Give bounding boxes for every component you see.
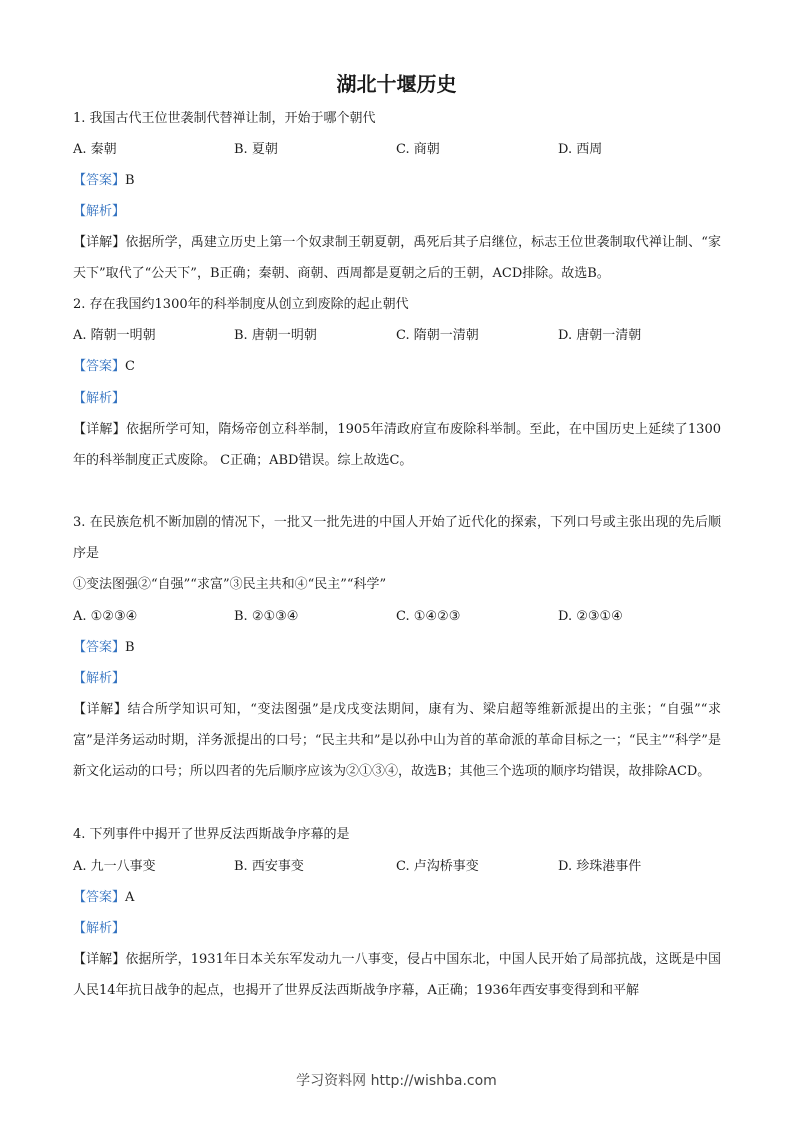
question-4-answer bbox=[73, 889, 134, 907]
answer-value: C bbox=[125, 359, 135, 374]
question-4-option-d: D. 珍珠港事件 bbox=[558, 859, 642, 874]
question-3-option-a: A. ①②③④ bbox=[73, 609, 138, 624]
question-3-stem-items: ①变法图强②“自强”“求富”③民主共和④“民主”“科学” bbox=[73, 577, 387, 592]
question-4-stem: 4. 下列事件中揭开了世界反法西斯战争序幕的是 bbox=[73, 827, 350, 842]
question-2-option-a: A. 隋朝一明朝 bbox=[73, 328, 156, 343]
answer-value: A bbox=[125, 890, 135, 905]
question-3-option-d: D. ②③①④ bbox=[558, 609, 623, 624]
question-2-detail bbox=[73, 414, 721, 476]
detail-text: 依据所学可知，隋炀帝创立科举制，1905年清政府宣布废除科举制。至此，在中国历史上延续了1300年的科举制度正式废除。 C正确；ABD错误。综上故选C。 bbox=[73, 422, 721, 468]
detail-text: 依据所学，1931年日本关东军发动九一八事变，侵占中国东北，中国人民开始了局部抗战，这既是中国人民14年抗日战争的起点，也揭开了世界反法西斯战争序幕，A正确；1936年西安事变得到和平解 bbox=[73, 952, 721, 998]
question-4-option-a: A. 九一八事变 bbox=[73, 859, 156, 874]
question-1-answer bbox=[73, 172, 135, 190]
question-4-option-c: C. 卢沟桥事变 bbox=[396, 859, 479, 874]
answer-value: B bbox=[125, 640, 135, 655]
question-1-stem: 1. 我国古代王位世袭制代替禅让制，开始于哪个朝代 bbox=[73, 111, 376, 126]
detail-text: 依据所学，禹建立历史上第一个奴隶制王朝夏朝，禹死后其子启继位，标志王位世袭制取代禅让制、“家天下”取代了“公天下”，B正确；秦朝、商朝、西周都是夏朝之后的王朝，ACD排除。故选B。 bbox=[73, 235, 721, 281]
question-4-analysis-tag: 【解析】 bbox=[73, 921, 126, 936]
question-3-answer bbox=[73, 639, 135, 657]
question-2-option-b: B. 唐朝一明朝 bbox=[234, 328, 317, 343]
answer-tag: 【答案】 bbox=[73, 890, 126, 905]
answer-tag: 【答案】 bbox=[73, 173, 126, 188]
question-1-analysis-tag: 【解析】 bbox=[73, 204, 126, 219]
answer-tag: 【答案】 bbox=[73, 640, 126, 655]
page-footer: 学习资料网 http://wishba.com bbox=[296, 1073, 497, 1089]
detail-text: 结合所学知识可知，“变法图强”是戊戌变法期间，康有为、梁启超等维新派提出的主张；“自强”“求富”是洋务运动时期，洋务派提出的口号；“民主共和”是以孙中山为首的革命派的革命目标之一；“民主”“科学”是新文化运动的口号；所以四者的先后顺序应该为②①③④，故选B；其他三个选项的顺序均错误，故排除ACD。 bbox=[73, 702, 721, 779]
question-2-option-d: D. 唐朝一清朝 bbox=[558, 328, 642, 343]
question-3-option-b: B. ②①③④ bbox=[234, 609, 299, 624]
question-2-stem: 2. 存在我国约1300年的科举制度从创立到废除的起止朝代 bbox=[73, 297, 409, 312]
question-2-analysis-tag: 【解析】 bbox=[73, 391, 126, 406]
detail-tag: 【详解】 bbox=[73, 235, 126, 250]
detail-tag: 【详解】 bbox=[73, 702, 128, 717]
question-1-detail bbox=[73, 227, 721, 289]
detail-tag: 【详解】 bbox=[73, 952, 126, 967]
page-title: 湖北十堰历史 bbox=[336, 72, 457, 96]
question-4-option-b: B. 西安事变 bbox=[234, 859, 304, 874]
question-1-option-b: B. 夏朝 bbox=[234, 142, 278, 157]
answer-value: B bbox=[125, 173, 135, 188]
question-3-analysis-tag: 【解析】 bbox=[73, 671, 126, 686]
question-1-option-c: C. 商朝 bbox=[396, 142, 440, 157]
question-3-stem: 3. 在民族危机不断加剧的情况下，一批又一批先进的中国人开始了近代化的探索，下列口号或主张出现的先后顺序是 bbox=[73, 515, 721, 561]
question-4-detail bbox=[73, 944, 721, 1006]
question-3-detail bbox=[73, 694, 721, 787]
question-1-option-d: D. 西周 bbox=[558, 142, 603, 157]
question-2-answer bbox=[73, 358, 135, 376]
question-2-option-c: C. 隋朝一清朝 bbox=[396, 328, 479, 343]
question-3-option-c: C. ①④②③ bbox=[396, 609, 461, 624]
question-1-option-a: A. 秦朝 bbox=[73, 142, 117, 157]
answer-tag: 【答案】 bbox=[73, 359, 126, 374]
detail-tag: 【详解】 bbox=[73, 422, 126, 437]
